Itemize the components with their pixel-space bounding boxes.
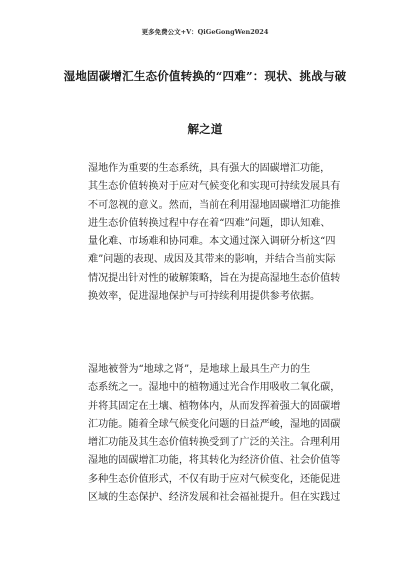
- paragraph-introduction: [88, 361, 350, 507]
- text-line: 并将其固定在土壤、植物体内，从而发挥着强大的固碳增: [88, 400, 341, 412]
- text-line: 量化难、市场难和协同难。本文通过深入调研分析这“四: [88, 236, 336, 247]
- text-line: 增汇功能及其生态价值转换受到了广泛的关注。合理利用: [88, 437, 341, 448]
- document-title-line-2: 解之道: [187, 122, 223, 136]
- text-line: 难”问题的表现、成因及其带来的影响，并结合当前实际: [88, 254, 336, 266]
- text-line: 区域的生态保护、经济发展和社会福祉提升。但在实践过: [88, 491, 341, 503]
- header-note: 更多免费公文+V：QiGeGongWen2024: [141, 28, 269, 36]
- text-line: 换效率，促进湿地保护与可持续利用提供参考依据。: [88, 290, 321, 302]
- text-line: 不可忽视的意义。然而，当前在利用湿地固碳增汇功能推: [88, 199, 341, 211]
- text-line: 汇功能。随着全球气候变化问题的日益严峻，湿地的固碳: [88, 418, 341, 430]
- document-title-line-1: 湿地固碳增汇生态价值转换的“四难”：现状、挑战与破: [63, 69, 347, 83]
- text-line: 进生态价值转换过程中存在着“四难”问题，即认知难、: [88, 217, 331, 229]
- text-line: 其生态价值转换对于应对气候变化和实现可持续发展具有: [88, 181, 341, 193]
- text-line: 多种生态价值形式，不仅有助于应对气候变化，还能促进: [88, 473, 341, 485]
- paragraph-abstract: [88, 160, 350, 306]
- text-line: 情况提出针对性的破解策略，旨在为提高湿地生态价值转: [88, 272, 341, 284]
- text-line: 态系统之一。湿地中的植物通过光合作用吸收二氧化碳，: [88, 382, 341, 394]
- text-line: 湿地被誉为“地球之肾”，是地球上最具生产力的生: [88, 364, 311, 375]
- text-line: 湿地的固碳增汇功能，将其转化为经济价值、社会价值等: [88, 455, 341, 467]
- text-line: 湿地作为重要的生态系统，具有强大的固碳增汇功能，: [88, 163, 331, 174]
